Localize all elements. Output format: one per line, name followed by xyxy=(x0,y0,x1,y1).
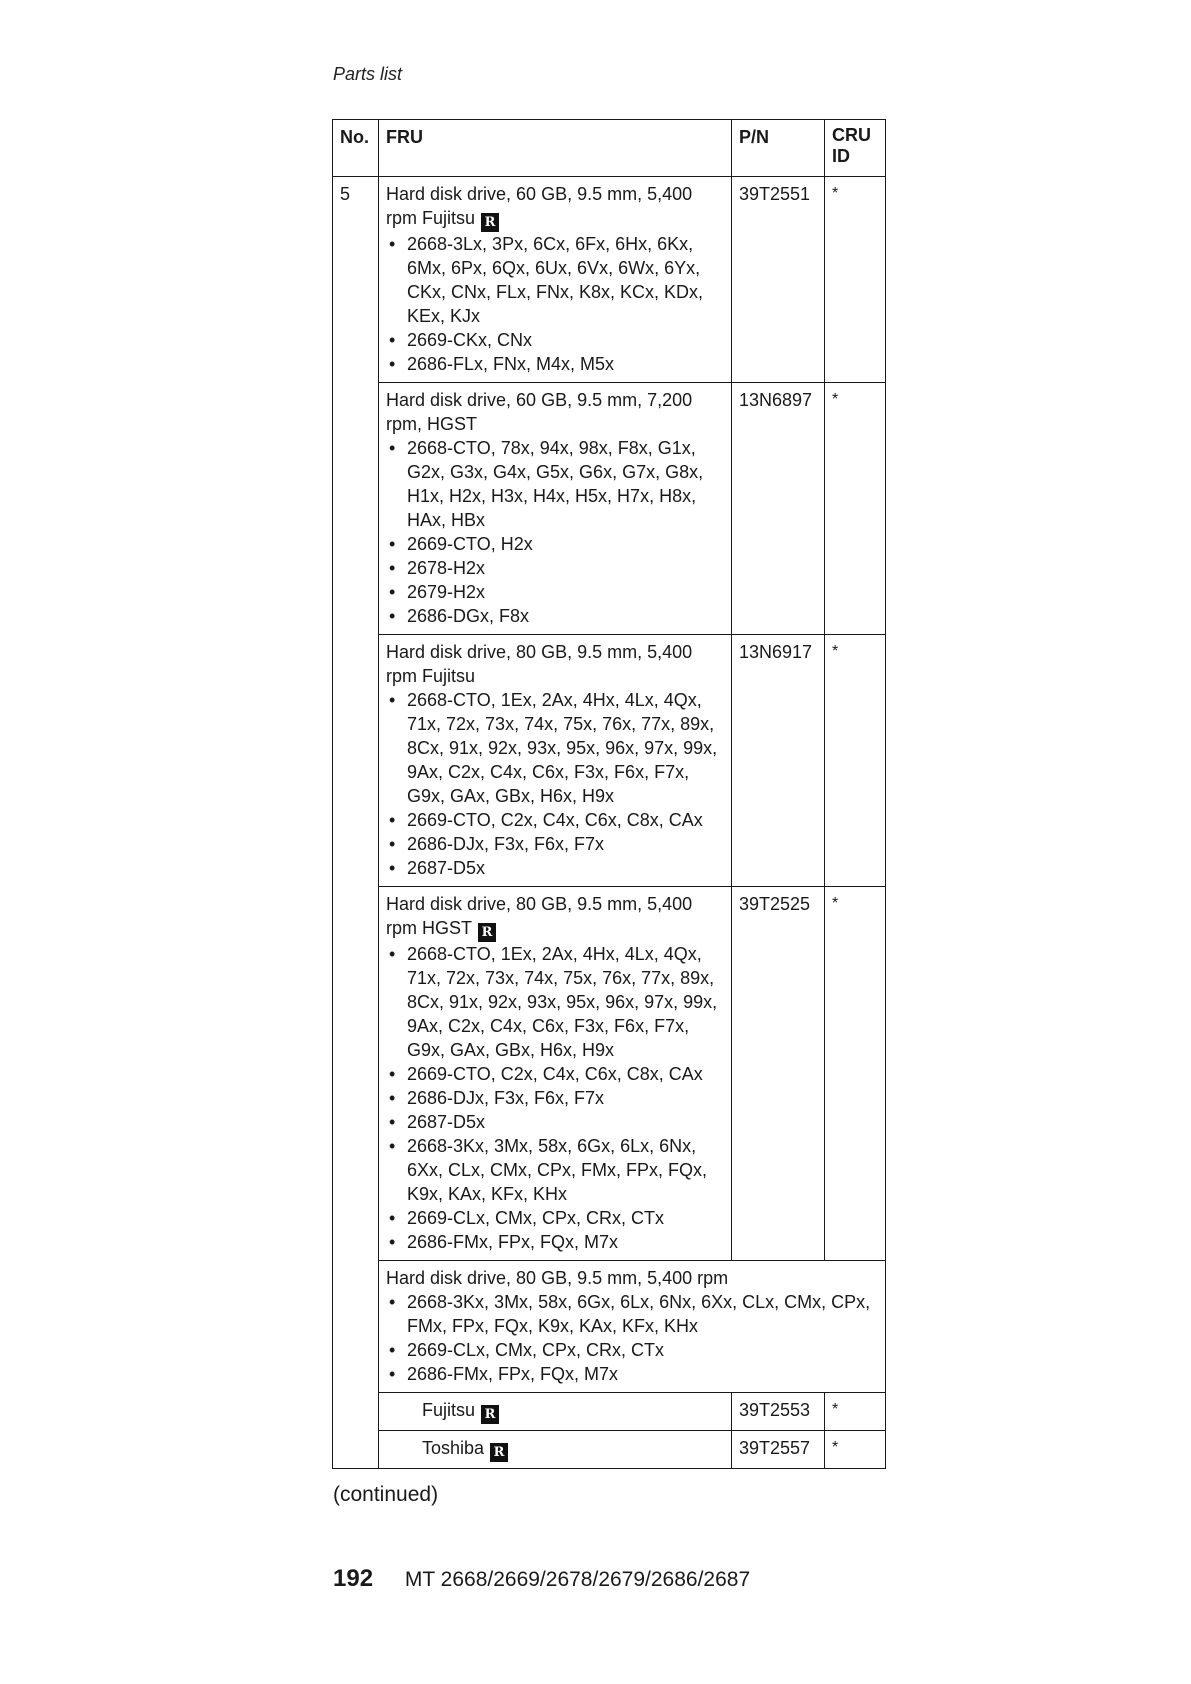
fru-sub-label xyxy=(379,1393,732,1431)
fru-description-text: Hard disk drive, 60 GB, 9.5 mm, 5,400 rpm Fujitsu xyxy=(386,184,693,228)
list-item: • 2668-3Kx, 3Mx, 58x, 6Gx, 6Lx, 6Nx, 6Xx, CLx, CMx, CPx, FMx, FPx, FQx, K9x, KAx, KFx, KHx xyxy=(386,1290,878,1338)
cru-id: * xyxy=(825,887,886,1261)
list-item: • 2669-CTO, C2x, C4x, C6x, C8x, CAx xyxy=(386,1062,724,1086)
list-item: • 2686-DJx, F3x, F6x, F7x xyxy=(386,832,724,856)
table-row xyxy=(333,383,886,635)
retail-r-icon: R xyxy=(481,1405,499,1424)
fru-description xyxy=(386,388,724,436)
model-list xyxy=(386,688,724,880)
list-item: • 2686-FLx, FNx, M4x, M5x xyxy=(386,352,724,376)
fru-description xyxy=(386,1266,878,1290)
running-head: Parts list xyxy=(333,64,403,84)
list-item: • 2669-CTO, H2x xyxy=(386,532,724,556)
table-row xyxy=(333,1393,886,1431)
header-cru-id: CRU ID xyxy=(825,120,886,177)
list-item: • 2668-CTO, 1Ex, 2Ax, 4Hx, 4Lx, 4Qx, 71x, 72x, 73x, 74x, 75x, 76x, 77x, 89x, 8Cx, 91x, 92x, 93x, 95x, 96x, 97x, 99x, 9Ax, C2x, C4x, C6x, F3x, F6x, F7x, G9x, GAx, GBx, H6x, H9x xyxy=(386,688,724,808)
part-number: 39T2557 xyxy=(732,1431,825,1469)
fru-description-text: Hard disk drive, 60 GB, 9.5 mm, 7,200 rpm, HGST xyxy=(386,390,693,434)
retail-r-icon: R xyxy=(490,1443,508,1462)
fru-cell xyxy=(379,887,732,1261)
fru-description xyxy=(386,182,724,232)
list-item: • 2669-CKx, CNx xyxy=(386,328,724,352)
continued-note: (continued) xyxy=(333,1483,439,1506)
cru-id: * xyxy=(825,635,886,887)
part-number: 39T2525 xyxy=(732,887,825,1261)
list-item: • 2669-CLx, CMx, CPx, CRx, CTx xyxy=(386,1206,724,1230)
model-list xyxy=(386,1290,878,1386)
model-list xyxy=(386,232,724,376)
header-pn: P/N xyxy=(732,120,825,177)
fru-cell xyxy=(379,177,732,383)
list-item: • 2669-CTO, C2x, C4x, C6x, C8x, CAx xyxy=(386,808,724,832)
table-row xyxy=(333,1431,886,1469)
list-item: • 2686-FMx, FPx, FQx, M7x xyxy=(386,1230,724,1254)
fru-group-cell xyxy=(379,1261,886,1393)
list-item: • 2669-CLx, CMx, CPx, CRx, CTx xyxy=(386,1338,878,1362)
list-item: • 2686-DJx, F3x, F6x, F7x xyxy=(386,1086,724,1110)
page-footer xyxy=(333,1565,750,1593)
page-number: 192 xyxy=(333,1565,374,1592)
list-item: • 2686-DGx, F8x xyxy=(386,604,724,628)
model-list xyxy=(386,436,724,628)
retail-r-icon: R xyxy=(481,213,499,232)
list-item: • 2679-H2x xyxy=(386,580,724,604)
part-number: 39T2553 xyxy=(732,1393,825,1431)
header-fru: FRU xyxy=(379,120,732,177)
footer-title: MT 2668/2669/2678/2679/2686/2687 xyxy=(404,1568,751,1591)
list-item: • 2668-CTO, 78x, 94x, 98x, F8x, G1x, G2x, G3x, G4x, G5x, G6x, G7x, G8x, H1x, H2x, H3x, H4x, H5x, H7x, H8x, HAx, HBx xyxy=(386,436,724,532)
list-item: • 2686-FMx, FPx, FQx, M7x xyxy=(386,1362,878,1386)
parts-table xyxy=(332,119,886,1469)
table-row xyxy=(333,887,886,1261)
table-row xyxy=(333,177,886,383)
cru-id: * xyxy=(825,177,886,383)
table-row xyxy=(333,1261,886,1393)
fru-description-text: Hard disk drive, 80 GB, 9.5 mm, 5,400 rpm HGST xyxy=(386,894,693,938)
list-item: • 2668-3Kx, 3Mx, 58x, 6Gx, 6Lx, 6Nx, 6Xx, CLx, CMx, CPx, FMx, FPx, FQx, K9x, KAx, KFx, KHx xyxy=(386,1134,724,1206)
fru-description xyxy=(386,640,724,688)
fru-description-text: Hard disk drive, 80 GB, 9.5 mm, 5,400 rpm xyxy=(386,1268,729,1288)
fru-cell xyxy=(379,635,732,887)
part-number: 13N6917 xyxy=(732,635,825,887)
part-number: 13N6897 xyxy=(732,383,825,635)
cru-id: * xyxy=(825,383,886,635)
vendor-label: Fujitsu xyxy=(422,1400,476,1420)
list-item: • 2668-3Lx, 3Px, 6Cx, 6Fx, 6Hx, 6Kx, 6Mx, 6Px, 6Qx, 6Ux, 6Vx, 6Wx, 6Yx, CKx, CNx, FLx, FNx, K8x, KCx, KDx, KEx, KJx xyxy=(386,232,724,328)
parts-table-body xyxy=(333,177,886,1469)
list-item: • 2687-D5x xyxy=(386,856,724,880)
retail-r-icon: R xyxy=(478,923,496,942)
table-header-row xyxy=(333,120,886,177)
list-item: • 2687-D5x xyxy=(386,1110,724,1134)
fru-description xyxy=(386,892,724,942)
fru-sub-label xyxy=(379,1431,732,1469)
fru-cell xyxy=(379,383,732,635)
table-row xyxy=(333,635,886,887)
cru-id: * xyxy=(825,1393,886,1431)
part-number: 39T2551 xyxy=(732,177,825,383)
fru-description-text: Hard disk drive, 80 GB, 9.5 mm, 5,400 rpm Fujitsu xyxy=(386,642,693,686)
model-list xyxy=(386,942,724,1254)
cru-id: * xyxy=(825,1431,886,1469)
list-item: • 2668-CTO, 1Ex, 2Ax, 4Hx, 4Lx, 4Qx, 71x, 72x, 73x, 74x, 75x, 76x, 77x, 89x, 8Cx, 91x, 92x, 93x, 95x, 96x, 97x, 99x, 9Ax, C2x, C4x, C6x, F3x, F6x, F7x, G9x, GAx, GBx, H6x, H9x xyxy=(386,942,724,1062)
header-no: No. xyxy=(333,120,379,177)
item-number: 5 xyxy=(333,177,379,1469)
vendor-label: Toshiba xyxy=(422,1438,485,1458)
list-item: • 2678-H2x xyxy=(386,556,724,580)
